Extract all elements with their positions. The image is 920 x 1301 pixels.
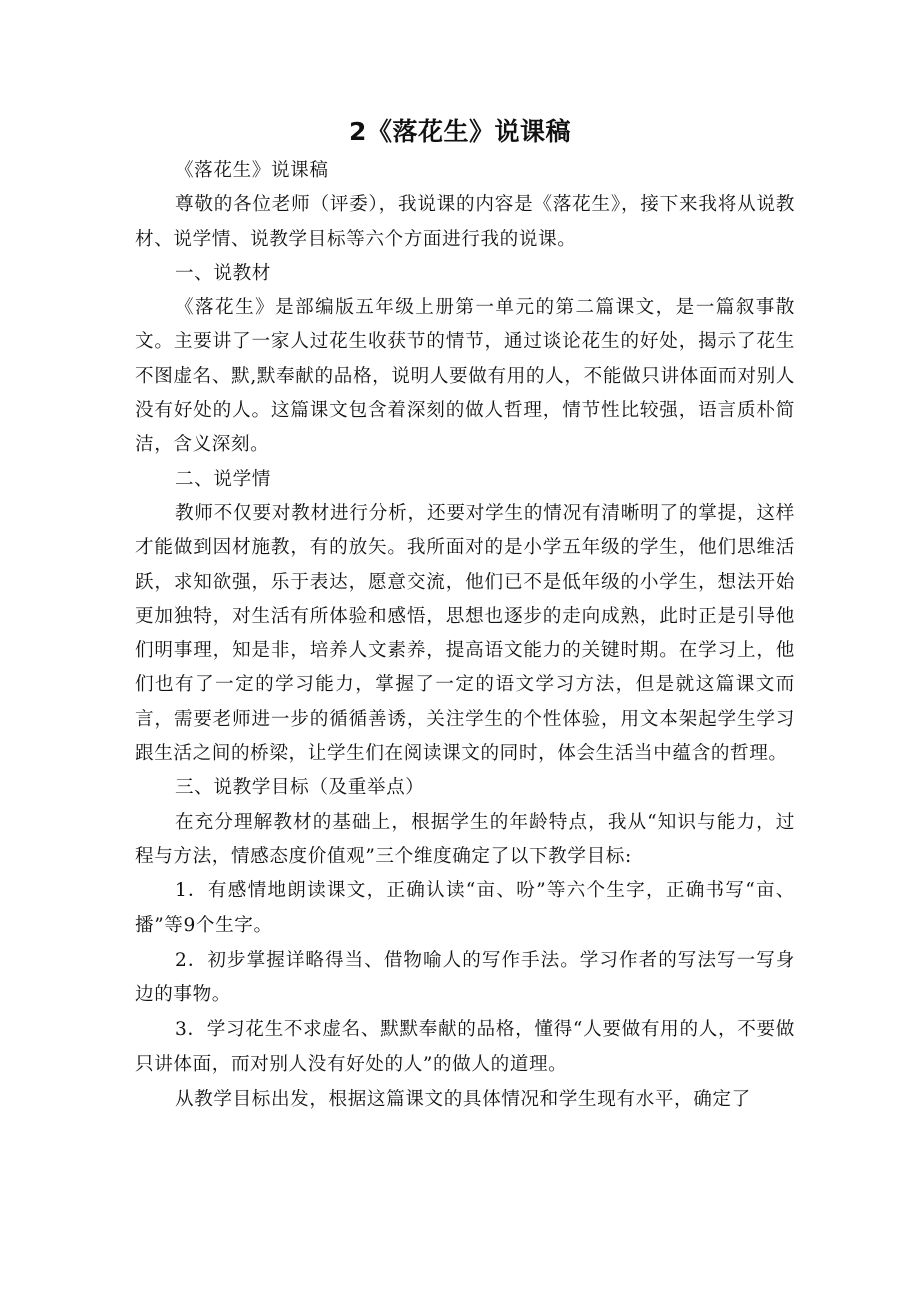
section-paragraph-goals-intro: 在充分理解教材的基础上，根据学生的年龄特点，我从“知识与能力，过程与方法，情感态度价值观”三个维度确定了以下教学目标: xyxy=(135,811,795,867)
goal-item-1: 1．有感情地朗读课文，正确认读“亩、吩”等六个生字，正确书写“亩、播”等9个生字。 xyxy=(135,880,795,936)
closing-paragraph: 从教学目标出发，根据这篇课文的具体情况和学生现有水平，确定了 xyxy=(174,1089,751,1111)
section-heading-students: 二、说学情 xyxy=(174,468,271,490)
section-heading-textbook: 一、说教材 xyxy=(174,262,271,284)
goal-item-3: 3．学习花生不求虚名、默默奉献的品格，懂得“人要做有用的人，不要做只讲体面，而对别人没有好处的人”的做人的道理。 xyxy=(135,1019,795,1075)
section-paragraph-students: 教师不仅要对教材进行分析，还要对学生的情况有清晰明了的掌提，这样才能做到因材施教，有的放矢。我所面对的是小学五年级的学生，他们思维活跃，求知欲强，乐于表达，愿意交流，他们已不是低年级的小学生，想法开始更加独特，对生活有所体验和感悟，思想也逐步的走向成熟，此时正是引导他们明事理，知是非，培养人文素养，提高语文能力的关键时期。在学习上，他们也有了一定的学习能力，掌握了一定的语文学习方法，但是就这篇课文而言，需要老师进一步的循循善诱，关注学生的个性体验，用文本架起学生学习跟生活之间的桥梁，让学生们在阅读课文的同时，体会生活当中蕴含的哲理。 xyxy=(135,502,795,765)
section-heading-goals: 三、说教学目标（及重举点） xyxy=(174,777,425,799)
section-paragraph-textbook: 《落花生》是部编版五年级上册第一单元的第二篇课文，是一篇叙事散文。主要讲了一家人过花生收获节的情节，通过谈论花生的好处，揭示了花生不图虚名、默,默奉献的品格，说明人要做有用的人，不能做只讲体面而对别人没有好处的人。这篇课文包含着深刻的做人哲理，情节性比较强，语言质朴简洁，含义深刻。 xyxy=(135,297,795,456)
document-title: 2《落花生》说课稿 xyxy=(349,117,571,146)
document-subtitle: 《落花生》说课稿 xyxy=(174,160,329,181)
goal-item-2: 2．初步掌握详略得当、借物喻人的写作手法。学习作者的写法写一写身边的事物。 xyxy=(135,949,795,1006)
document-body xyxy=(135,154,795,1117)
intro-paragraph: 尊敬的各位老师（评委），我说课的内容是《落花生》，接下来我将从说教材、说学情、说教学目标等六个方面进行我的说课。 xyxy=(135,194,795,250)
